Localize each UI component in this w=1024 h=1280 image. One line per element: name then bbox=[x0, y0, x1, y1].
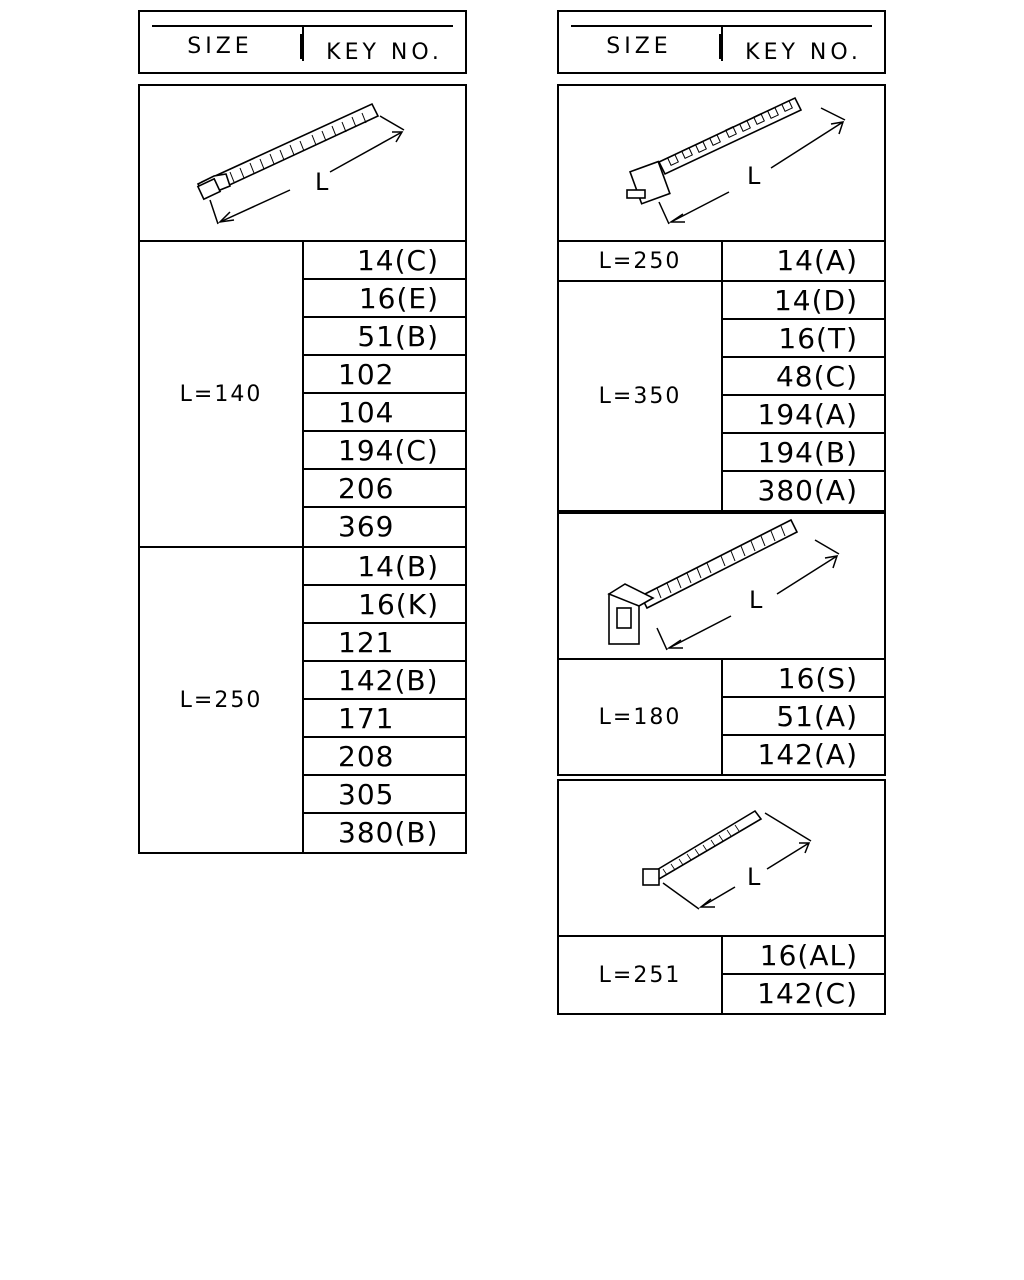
key-cell: 208 bbox=[304, 738, 465, 776]
key-cell: 14(D) bbox=[723, 282, 884, 320]
key-no-header: KEY NO. bbox=[745, 40, 862, 65]
key-cell: 14(A) bbox=[776, 244, 858, 277]
cable-tie-drawing bbox=[559, 514, 884, 658]
size-group bbox=[140, 548, 465, 852]
key-list bbox=[723, 937, 884, 1013]
key-cell: 142(A) bbox=[757, 738, 858, 771]
key-cell: 16(T) bbox=[723, 320, 884, 358]
right-header bbox=[557, 10, 886, 74]
length-label: L bbox=[747, 863, 761, 891]
size-group bbox=[559, 282, 884, 510]
key-cell: 171 bbox=[304, 700, 465, 738]
key-no-header: KEY NO. bbox=[326, 40, 443, 65]
key-list bbox=[723, 242, 884, 280]
key-cell: 369 bbox=[338, 510, 395, 543]
size-group bbox=[559, 660, 884, 774]
size-cell: L=180 bbox=[559, 660, 723, 774]
key-cell: 51(B) bbox=[304, 318, 465, 356]
size-cell: L=250 bbox=[559, 242, 723, 280]
cable-tie-drawing bbox=[559, 781, 884, 935]
key-cell: 194(A) bbox=[723, 396, 884, 434]
size-group bbox=[140, 242, 465, 548]
key-cell: 102 bbox=[304, 356, 465, 394]
left-panel bbox=[138, 84, 467, 854]
cable-tie-illustration-4 bbox=[559, 781, 884, 937]
size-group bbox=[559, 242, 884, 282]
key-cell: 16(S) bbox=[723, 660, 884, 698]
right-panel-3 bbox=[557, 779, 886, 1015]
key-list bbox=[723, 660, 884, 774]
size-header: SIZE bbox=[140, 34, 302, 59]
key-cell: 104 bbox=[304, 394, 465, 432]
key-cell: 16(E) bbox=[304, 280, 465, 318]
key-cell: 48(C) bbox=[723, 358, 884, 396]
length-label: L bbox=[315, 168, 329, 196]
size-header: SIZE bbox=[559, 34, 721, 59]
size-cell: L=250 bbox=[140, 548, 304, 852]
size-cell: L=140 bbox=[140, 242, 304, 546]
key-cell: 305 bbox=[304, 776, 465, 814]
left-header bbox=[138, 10, 467, 74]
key-cell: 194(C) bbox=[304, 432, 465, 470]
key-cell: 142(C) bbox=[757, 977, 858, 1010]
key-list bbox=[723, 282, 884, 510]
key-cell: 206 bbox=[304, 470, 465, 508]
key-list bbox=[304, 548, 465, 852]
key-cell: 121 bbox=[304, 624, 465, 662]
size-cell: L=251 bbox=[559, 937, 723, 1013]
key-cell: 380(A) bbox=[757, 474, 858, 507]
key-cell: 14(B) bbox=[304, 548, 465, 586]
key-cell: 51(A) bbox=[723, 698, 884, 736]
length-label: L bbox=[749, 586, 763, 614]
key-cell: 16(AL) bbox=[723, 937, 884, 975]
cable-tie-drawing bbox=[140, 86, 465, 240]
size-cell: L=350 bbox=[559, 282, 723, 510]
key-cell: 194(B) bbox=[723, 434, 884, 472]
right-panel-1 bbox=[557, 84, 886, 512]
right-panel-2 bbox=[557, 512, 886, 776]
key-cell: 142(B) bbox=[304, 662, 465, 700]
cable-tie-illustration-2 bbox=[559, 86, 884, 242]
size-group bbox=[559, 937, 884, 1013]
cable-tie-illustration-3 bbox=[559, 514, 884, 660]
key-list bbox=[304, 242, 465, 546]
cable-tie-drawing bbox=[559, 86, 884, 240]
length-label: L bbox=[747, 162, 761, 190]
key-cell: 16(K) bbox=[304, 586, 465, 624]
key-cell: 380(B) bbox=[338, 816, 439, 849]
key-cell: 14(C) bbox=[304, 242, 465, 280]
cable-tie-illustration-1 bbox=[140, 86, 465, 242]
